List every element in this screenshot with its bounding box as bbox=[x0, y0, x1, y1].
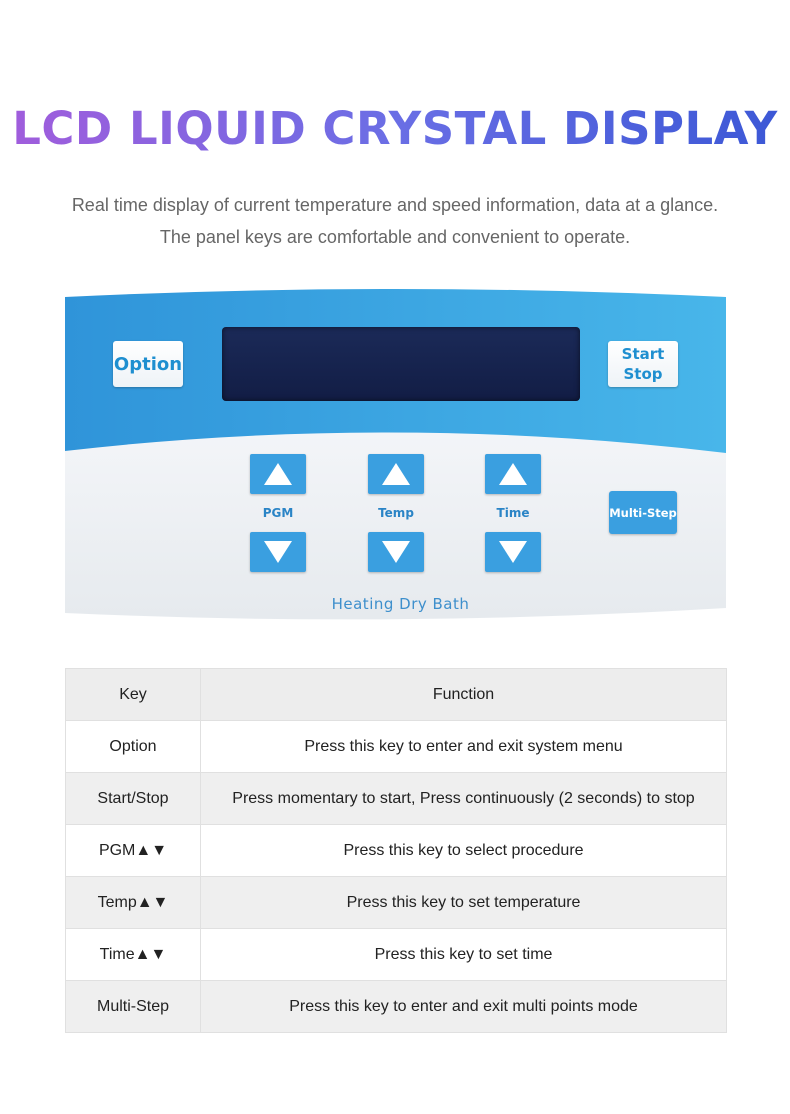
device-name: Heating Dry Bath bbox=[331, 595, 470, 613]
page-title-text: LCD LIQUID CRYSTAL DISPLAY bbox=[12, 102, 778, 155]
down-arrow-icon bbox=[499, 541, 527, 563]
key-cell: Multi-Step bbox=[66, 981, 201, 1033]
page-title bbox=[0, 96, 790, 162]
function-cell: Press this key to select procedure bbox=[201, 825, 727, 877]
header-function: Function bbox=[201, 669, 727, 721]
subtitle-line-2: The panel keys are comfortable and convenient to operate. bbox=[159, 227, 631, 247]
up-arrow-icon bbox=[264, 463, 292, 485]
subtitle-line-1: Real time display of current temperature and speed information, data at a glance. bbox=[71, 195, 719, 215]
key-cell: Start/Stop bbox=[66, 773, 201, 825]
function-cell: Press this key to set time bbox=[201, 929, 727, 981]
pgm-label: PGM bbox=[262, 506, 294, 520]
time-label: Time bbox=[496, 506, 530, 520]
option-button[interactable]: Option bbox=[113, 341, 183, 387]
up-arrow-icon bbox=[382, 463, 410, 485]
function-cell: Press momentary to start, Press continuously (2 seconds) to stop bbox=[201, 773, 727, 825]
header-key: Key bbox=[66, 669, 201, 721]
table-row bbox=[66, 877, 727, 929]
temp-down-button[interactable] bbox=[368, 532, 424, 572]
down-arrow-icon bbox=[382, 541, 410, 563]
lcd-screen bbox=[222, 327, 580, 401]
time-up-button[interactable] bbox=[485, 454, 541, 494]
function-cell: Press this key to enter and exit system menu bbox=[201, 721, 727, 773]
up-arrow-icon bbox=[499, 463, 527, 485]
table-header-row bbox=[66, 669, 727, 721]
key-cell: Time▲▼ bbox=[66, 929, 201, 981]
table-row bbox=[66, 825, 727, 877]
function-cell: Press this key to enter and exit multi points mode bbox=[201, 981, 727, 1033]
table-row bbox=[66, 929, 727, 981]
time-down-button[interactable] bbox=[485, 532, 541, 572]
table-row bbox=[66, 721, 727, 773]
start-stop-button[interactable] bbox=[608, 341, 678, 387]
temp-up-button[interactable] bbox=[368, 454, 424, 494]
key-cell: Temp▲▼ bbox=[66, 877, 201, 929]
multi-step-button[interactable]: Multi-Step bbox=[609, 491, 677, 534]
control-panel bbox=[65, 283, 726, 643]
pgm-down-button[interactable] bbox=[250, 532, 306, 572]
key-function-table bbox=[65, 668, 727, 1033]
stop-label: Stop bbox=[623, 365, 663, 383]
function-cell: Press this key to set temperature bbox=[201, 877, 727, 929]
start-label: Start bbox=[621, 345, 665, 363]
key-cell: Option bbox=[66, 721, 201, 773]
pgm-up-button[interactable] bbox=[250, 454, 306, 494]
temp-label: Temp bbox=[378, 506, 414, 520]
key-cell: PGM▲▼ bbox=[66, 825, 201, 877]
table-row bbox=[66, 981, 727, 1033]
table-row bbox=[66, 773, 727, 825]
down-arrow-icon bbox=[264, 541, 292, 563]
